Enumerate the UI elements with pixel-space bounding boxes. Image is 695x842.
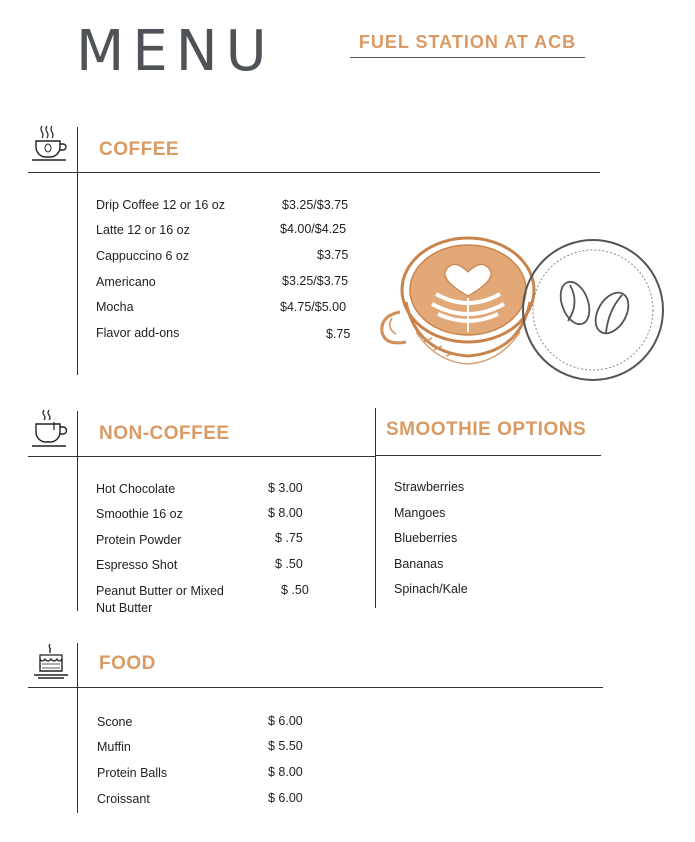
coffee-divider-vertical bbox=[77, 127, 78, 375]
smoothie-option: Bananas bbox=[394, 557, 444, 571]
coffee-cup-steam-icon bbox=[30, 124, 70, 164]
coffee-item: Flavor add-ons bbox=[96, 326, 180, 340]
venue-underline bbox=[350, 57, 585, 58]
food-price: $ 5.50 bbox=[268, 739, 303, 753]
non-coffee-item: Protein Powder bbox=[96, 533, 182, 547]
non-coffee-price: $ .75 bbox=[275, 531, 303, 545]
hot-drink-icon bbox=[32, 408, 72, 448]
smoothie-option: Blueberries bbox=[394, 531, 458, 545]
food-item: Scone bbox=[97, 715, 133, 729]
non-coffee-price: $ .50 bbox=[281, 583, 309, 597]
coffee-item: Drip Coffee 12 or 16 oz bbox=[96, 198, 226, 212]
smoothie-option: Spinach/Kale bbox=[394, 582, 468, 596]
venue-name: FUEL STATION AT ACB bbox=[358, 32, 577, 52]
non-coffee-price: $ .50 bbox=[275, 557, 303, 571]
non-coffee-price: $ 3.00 bbox=[268, 481, 303, 495]
smoothie-rule bbox=[376, 455, 601, 456]
coffee-price: $.75 bbox=[326, 327, 351, 341]
smoothie-section-title: SMOOTHIE OPTIONS bbox=[386, 419, 587, 440]
coffee-item: Americano bbox=[96, 275, 156, 289]
coffee-price: $4.75/$5.00 bbox=[280, 300, 347, 314]
food-price: $ 6.00 bbox=[268, 791, 303, 805]
page-title: MENU bbox=[76, 19, 275, 84]
non-coffee-price: $ 8.00 bbox=[268, 506, 303, 520]
food-rule bbox=[28, 687, 603, 688]
coffee-beans-illustration bbox=[520, 237, 666, 388]
smoothie-divider-vertical bbox=[375, 408, 376, 608]
food-price: $ 8.00 bbox=[268, 765, 303, 779]
coffee-item: Cappuccino 6 oz bbox=[96, 249, 190, 263]
coffee-item: Latte 12 or 16 oz bbox=[96, 223, 190, 237]
non-coffee-item: Smoothie 16 oz bbox=[96, 507, 183, 521]
food-section-title: FOOD bbox=[99, 653, 156, 674]
smoothie-option: Strawberries bbox=[394, 480, 465, 494]
smoothie-option: Mangoes bbox=[394, 506, 446, 520]
coffee-price: $4.00/$4.25 bbox=[280, 222, 347, 236]
coffee-price: $3.25/$3.75 bbox=[282, 274, 349, 288]
coffee-item: Mocha bbox=[96, 300, 134, 314]
food-item: Protein Balls bbox=[97, 766, 168, 780]
food-item: Muffin bbox=[97, 740, 131, 754]
food-price: $ 6.00 bbox=[268, 714, 303, 728]
coffee-rule bbox=[28, 172, 600, 173]
coffee-price: $3.25/$3.75 bbox=[282, 198, 349, 212]
non-coffee-rule bbox=[28, 456, 376, 457]
food-divider-vertical bbox=[77, 643, 78, 813]
non-coffee-divider-vertical bbox=[77, 411, 78, 611]
non-coffee-item: Peanut Butter or Mixed bbox=[96, 584, 224, 598]
non-coffee-item: Espresso Shot bbox=[96, 558, 178, 572]
cake-icon bbox=[32, 642, 72, 682]
coffee-price: $3.75 bbox=[317, 248, 349, 262]
non-coffee-section-title: NON-COFFEE bbox=[99, 423, 230, 444]
non-coffee-item-continued: Nut Butter bbox=[96, 601, 153, 615]
coffee-section-title: COFFEE bbox=[99, 139, 180, 160]
food-item: Croissant bbox=[97, 792, 150, 806]
non-coffee-item: Hot Chocolate bbox=[96, 482, 176, 496]
